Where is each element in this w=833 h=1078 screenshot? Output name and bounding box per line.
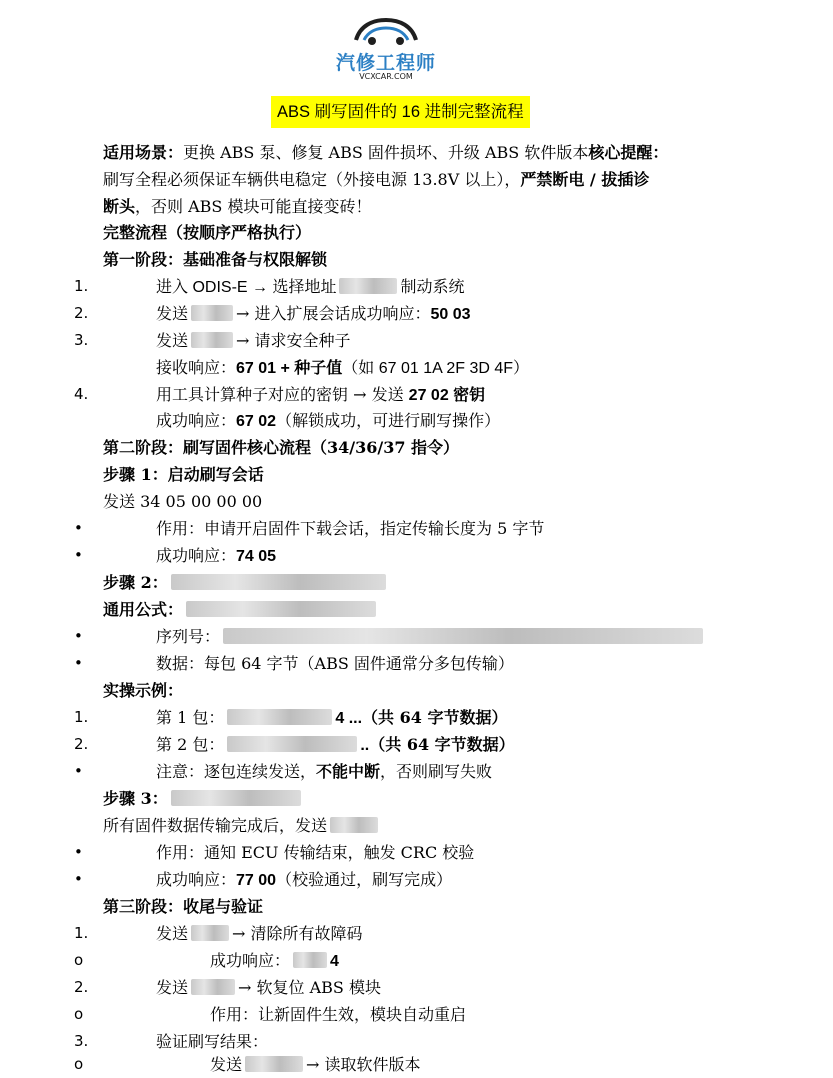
list-number: 2. [74,735,89,753]
stage1-step2: 发送 → 进入扩展会话成功响应：50 03 [156,304,471,323]
intro-line-3: 断头，否则 ABS 模块可能直接变砖！ [103,197,372,216]
redacted-block [245,1056,303,1072]
redacted-block [330,817,378,833]
list-number: 2. [74,304,89,322]
list-number: 1. [74,708,89,726]
redacted-block [191,925,229,941]
stage2-example-title: 实操示例： [103,681,184,700]
redacted-block [191,305,233,321]
stage2-step3-purpose: 作用：通知 ECU 传输结束，触发 CRC 校验 [156,843,475,862]
bullet: • [74,519,83,537]
sub-bullet: o [74,1055,84,1073]
logo-text-en: VCXCAR.COM [359,72,413,81]
list-number: 3. [74,331,89,349]
bullet: • [74,870,83,888]
stage2-package-2: 第 2 包： ..（共 64 字节数据） [156,735,515,754]
stage3-step3-send: 发送 → 读取软件版本 [210,1055,421,1074]
logo [326,14,446,81]
intro-line-2: 刷写全程必须保证车辆供电稳定（外接电源 13.8V 以上），严禁断电 / 拔插诊 [103,170,650,189]
redacted-block [339,278,397,294]
sub-bullet: o [74,1005,84,1023]
stage3-step1-response: 成功响应： 4 [210,951,339,970]
redacted-block [186,601,376,617]
logo-text-cn: 汽修工程师 [335,52,436,74]
bullet: • [74,546,83,564]
bullet: • [74,762,83,780]
stage1-step4-response: 成功响应：67 02（解锁成功，可进行刷写操作） [156,411,501,430]
stage2-data: 数据：每包 64 字节（ABS 固件通常分多包传输） [156,654,514,673]
redacted-block [223,628,703,644]
stage3-step1: 发送 → 清除所有故障码 [156,924,363,943]
stage1-title: 第一阶段：基础准备与权限解锁 [103,250,328,269]
car-logo-icon [350,14,422,48]
document-title: ABS 刷写固件的 16 进制完整流程 [271,96,530,128]
stage1-step3-response: 接收响应：67 01 + 种子值（如 67 01 1A 2F 3D 4F） [156,358,530,377]
stage3-step2-purpose: 作用：让新固件生效，模块自动重启 [210,1005,467,1024]
stage2-package-1: 第 1 包： 4 ...（共 64 字节数据） [156,708,508,727]
stage2-step3-send: 所有固件数据传输完成后，发送 [103,812,381,839]
stage2-step3-response: 成功响应：77 00（校验通过，刷写完成） [156,870,453,889]
sub-bullet: o [74,951,84,969]
redacted-block [227,709,332,725]
redacted-block [191,979,235,995]
stage2-step3-title: 步骤 3： [103,785,304,812]
redacted-block [171,790,301,806]
flow-title: 完整流程（按顺序严格执行） [103,223,312,242]
redacted-block [191,332,233,348]
stage1-step4: 用工具计算种子对应的密钥 → 发送 27 02 密钥 [156,385,486,404]
intro-line-1: 适用场景：更换 ABS 泵、修复 ABS 固件损坏、升级 ABS 软件版本核心提醒： [103,143,669,162]
stage2-step1-send: 发送 34 05 00 00 00 [103,492,263,511]
list-number: 1. [74,277,89,295]
list-number: 1. [74,924,89,942]
stage2-sequence: 序列号： [156,623,706,650]
list-number: 4. [74,385,89,403]
redacted-block [227,736,357,752]
stage2-formula: 通用公式： [103,596,379,623]
stage2-step2-title: 步骤 2： [103,569,389,596]
stage2-step1-response: 成功响应：74 05 [156,546,277,565]
bullet: • [74,654,83,672]
bullet: • [74,843,83,861]
stage2-title: 第二阶段：刷写固件核心流程（34/36/37 指令） [103,438,460,457]
stage2-step1-title: 步骤 1：启动刷写会话 [103,465,264,484]
stage2-note: 注意：逐包连续发送，不能中断，否则刷写失败 [156,762,493,781]
redacted-block [293,952,327,968]
bullet: • [74,627,83,645]
stage2-step1-purpose: 作用：申请开启固件下载会话，指定传输长度为 5 字节 [156,519,545,538]
list-number: 2. [74,978,89,996]
list-number: 3. [74,1032,89,1050]
redacted-block [171,574,386,590]
stage3-step2: 发送 → 软复位 ABS 模块 [156,978,381,997]
stage1-step3: 发送 → 请求安全种子 [156,331,351,350]
stage1-step1: 进入 ODIS-E → 选择地址 制动系统 [156,279,465,296]
stage3-title: 第三阶段：收尾与验证 [103,897,264,916]
stage3-step3: 验证刷写结果： [156,1032,269,1051]
